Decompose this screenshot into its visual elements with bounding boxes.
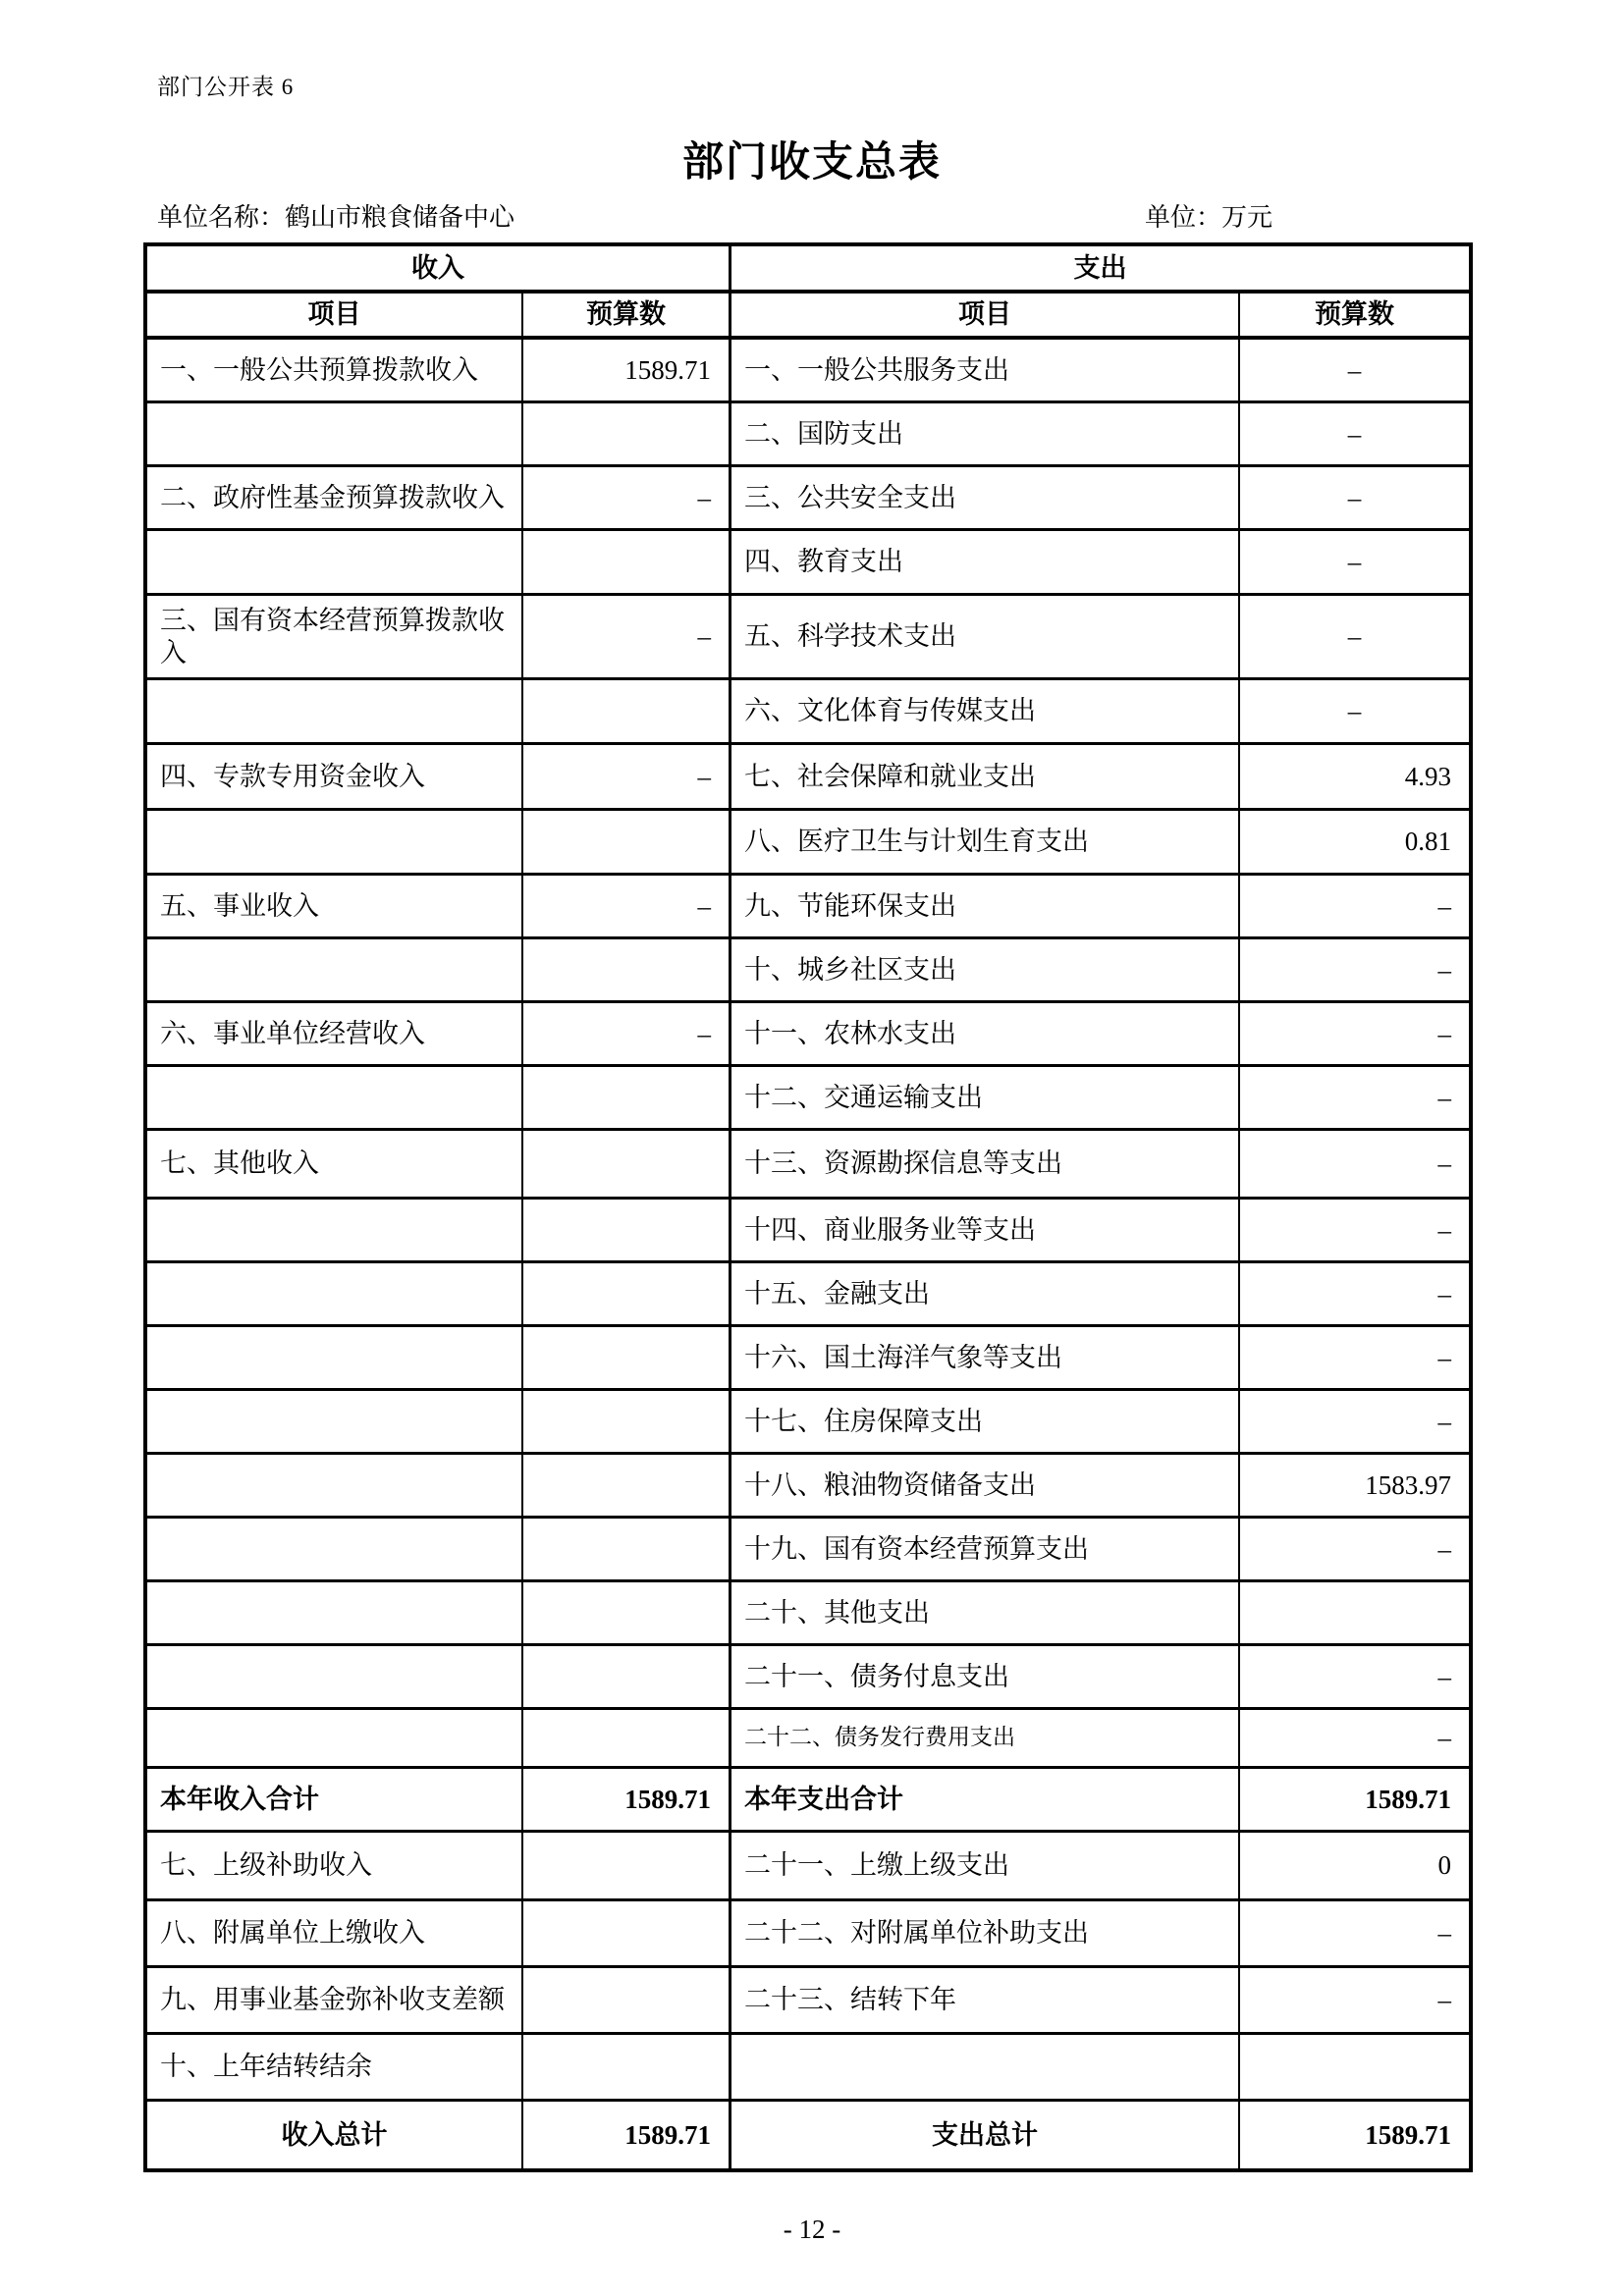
- expense-item-cell: 十七、住房保障支出: [731, 1391, 1240, 1452]
- income-budget-header-cell: 预算数: [523, 294, 731, 336]
- income-value-cell: [523, 1710, 731, 1766]
- summary-table: [143, 242, 1473, 2172]
- expense-item-cell: 二十一、债务付息支出: [731, 1646, 1240, 1707]
- table-row: [147, 1968, 1469, 2035]
- page-title: 部门收支总表: [681, 138, 942, 185]
- income-value-cell: [523, 531, 731, 593]
- expense-value-cell: –: [1437, 1018, 1451, 1048]
- expense-value-cell: –: [1437, 1406, 1451, 1436]
- table-row: [147, 1327, 1469, 1391]
- unit-label: 单位：万元: [1145, 203, 1273, 232]
- table-row: [147, 745, 1469, 811]
- expense-value-cell: –: [1437, 1723, 1451, 1753]
- income-value-cell: –: [523, 1003, 731, 1064]
- expense-item-cell: 十六、国土海洋气象等支出: [731, 1327, 1240, 1388]
- table-body: [147, 340, 1469, 2168]
- expense-value-cell: –: [1347, 354, 1362, 385]
- income-item-cell: [147, 1067, 523, 1128]
- expense-item-header-cell: 项目: [731, 294, 1240, 336]
- expense-item-cell: 二十一、上缴上级支出: [731, 1833, 1240, 1898]
- expense-item-cell: 十三、资源勘探信息等支出: [731, 1131, 1240, 1197]
- expense-item-cell: 十二、交通运输支出: [731, 1067, 1240, 1128]
- expense-budget-header-cell: 预算数: [1315, 299, 1394, 330]
- expense-value-cell: –: [1437, 1082, 1451, 1112]
- income-value-cell: [523, 1582, 731, 1643]
- table-row: [147, 1391, 1469, 1455]
- expense-value-cell: –: [1347, 621, 1362, 652]
- expense-item-cell: 十八、粮油物资储备支出: [731, 1455, 1240, 1516]
- income-item-cell: [147, 1646, 523, 1707]
- income-value-cell: –: [523, 467, 731, 528]
- income-item-cell: [147, 531, 523, 593]
- expense-value-cell: 0: [1437, 1850, 1451, 1881]
- expense-item-cell: 支出总计: [731, 2102, 1240, 2168]
- expense-value-cell: 0.81: [1404, 827, 1451, 857]
- income-item-cell: [147, 403, 523, 464]
- expense-value-cell: –: [1437, 954, 1451, 985]
- income-value-cell: [523, 939, 731, 1000]
- income-value-cell: [523, 1519, 731, 1579]
- income-value-cell: [523, 1067, 731, 1128]
- table-row: [147, 1200, 1469, 1263]
- table-row: [147, 1003, 1469, 1067]
- income-value-cell: [523, 1391, 731, 1452]
- income-item-cell: [147, 1391, 523, 1452]
- income-item-cell: 收入总计: [147, 2102, 523, 2168]
- income-item-cell: [147, 811, 523, 873]
- doc-label: 部门公开表 6: [157, 75, 295, 99]
- income-value-cell: [523, 1455, 731, 1516]
- table-row: [147, 2035, 1469, 2102]
- expense-item-cell: 五、科学技术支出: [731, 596, 1240, 677]
- income-item-cell: [147, 1200, 523, 1260]
- income-value-cell: [523, 1901, 731, 1965]
- table-row: [147, 1582, 1469, 1646]
- expense-value-cell: 1589.71: [1365, 1784, 1451, 1814]
- income-value-cell: [523, 1131, 731, 1197]
- table-header-row-groups: [147, 246, 1469, 294]
- expense-item-cell: 十一、农林水支出: [731, 1003, 1240, 1064]
- expense-value-cell: [1240, 2035, 1469, 2099]
- income-item-cell: [147, 1710, 523, 1766]
- income-item-cell: [147, 1582, 523, 1643]
- income-item-cell: [147, 1519, 523, 1579]
- expense-item-cell: 四、教育支出: [731, 531, 1240, 593]
- expense-item-cell: 二、国防支出: [731, 403, 1240, 464]
- table-row: [147, 467, 1469, 531]
- income-item-cell: 八、附属单位上缴收入: [147, 1901, 523, 1965]
- income-value-cell: [523, 680, 731, 742]
- table-row: [147, 1833, 1469, 1901]
- expense-item-cell: 本年支出合计: [731, 1769, 1240, 1830]
- table-row: [147, 1519, 1469, 1582]
- income-item-cell: 本年收入合计: [147, 1769, 523, 1830]
- table-row: [147, 1710, 1469, 1769]
- table-row: [147, 1646, 1469, 1710]
- expense-item-cell: 七、社会保障和就业支出: [731, 745, 1240, 808]
- expense-value-cell: –: [1347, 696, 1362, 726]
- income-value-cell: –: [523, 876, 731, 936]
- income-item-cell: 九、用事业基金弥补收支差额: [147, 1968, 523, 2032]
- expense-item-cell: 二十、其他支出: [731, 1582, 1240, 1643]
- expense-item-cell: 十四、商业服务业等支出: [731, 1200, 1240, 1260]
- expense-value-cell: –: [1437, 1918, 1451, 1949]
- income-item-cell: 三、国有资本经营预算拨款收入: [147, 596, 523, 677]
- income-item-cell: [147, 939, 523, 1000]
- income-item-cell: 二、政府性基金预算拨款收入: [147, 467, 523, 528]
- table-row: [147, 680, 1469, 745]
- income-item-header-cell: 项目: [147, 294, 523, 336]
- expense-header-cell: 支出: [1073, 252, 1127, 283]
- income-item-cell: [147, 1263, 523, 1324]
- income-value-cell: –: [523, 745, 731, 808]
- table-row: [147, 1131, 1469, 1200]
- income-header-cell: 收入: [147, 246, 731, 290]
- expense-item-cell: [731, 2035, 1240, 2099]
- expense-value-cell: 4.93: [1404, 761, 1451, 791]
- expense-value-cell: –: [1437, 1278, 1451, 1308]
- table-row: [147, 531, 1469, 596]
- table-row: [147, 1455, 1469, 1519]
- expense-value-cell: –: [1437, 1661, 1451, 1691]
- income-item-cell: 六、事业单位经营收入: [147, 1003, 523, 1064]
- table-row: [147, 403, 1469, 467]
- page-number: - 12 -: [783, 2215, 841, 2244]
- table-row: [147, 1901, 1469, 1968]
- expense-value-cell: –: [1347, 547, 1362, 577]
- expense-value-cell: –: [1437, 1148, 1451, 1179]
- income-item-cell: 十、上年结转结余: [147, 2035, 523, 2099]
- expense-value-cell: –: [1437, 1985, 1451, 2015]
- expense-item-cell: 六、文化体育与传媒支出: [731, 680, 1240, 742]
- income-item-cell: [147, 1327, 523, 1388]
- expense-item-cell: 十九、国有资本经营预算支出: [731, 1519, 1240, 1579]
- table-row: [147, 596, 1469, 680]
- income-value-cell: [523, 1200, 731, 1260]
- income-value-cell: [523, 1833, 731, 1898]
- expense-value-cell: –: [1347, 418, 1362, 449]
- table-row: [147, 876, 1469, 939]
- table-row: [147, 1769, 1469, 1833]
- expense-item-cell: 九、节能环保支出: [731, 876, 1240, 936]
- unit-name: 单位名称：鹤山市粮食储备中心: [157, 203, 515, 232]
- income-value-cell: 1589.71: [523, 340, 731, 400]
- income-value-cell: [523, 1968, 731, 2032]
- expense-value-cell: –: [1437, 1533, 1451, 1564]
- income-item-cell: 五、事业收入: [147, 876, 523, 936]
- expense-item-cell: 十、城乡社区支出: [731, 939, 1240, 1000]
- income-value-cell: [523, 811, 731, 873]
- table-row: [147, 1263, 1469, 1327]
- income-item-cell: 七、上级补助收入: [147, 1833, 523, 1898]
- table-row: [147, 811, 1469, 876]
- income-value-cell: [523, 1327, 731, 1388]
- expense-value-cell: –: [1437, 1214, 1451, 1245]
- expense-item-cell: 十五、金融支出: [731, 1263, 1240, 1324]
- expense-item-cell: 二十三、结转下年: [731, 1968, 1240, 2032]
- income-item-cell: [147, 1455, 523, 1516]
- income-item-cell: 四、专款专用资金收入: [147, 745, 523, 808]
- expense-item-cell: 二十二、债务发行费用支出: [731, 1710, 1240, 1766]
- expense-value-cell: –: [1437, 1342, 1451, 1372]
- income-value-cell: [523, 1646, 731, 1707]
- income-value-cell: [523, 403, 731, 464]
- expense-value-cell: –: [1437, 890, 1451, 921]
- income-value-cell: [523, 2035, 731, 2099]
- income-value-cell: [523, 1263, 731, 1324]
- income-item-cell: 七、其他收入: [147, 1131, 523, 1197]
- income-value-cell: 1589.71: [523, 1769, 731, 1830]
- expense-item-cell: 一、一般公共服务支出: [731, 340, 1240, 400]
- expense-item-cell: 八、医疗卫生与计划生育支出: [731, 811, 1240, 873]
- income-value-cell: 1589.71: [523, 2102, 731, 2168]
- table-row: [147, 1067, 1469, 1131]
- income-item-cell: 一、一般公共预算拨款收入: [147, 340, 523, 400]
- table-row: [147, 340, 1469, 403]
- table-row: [147, 2102, 1469, 2168]
- expense-value-cell: [1240, 1582, 1469, 1643]
- expense-value-cell: –: [1347, 482, 1362, 512]
- expense-value-cell: 1589.71: [1365, 2119, 1451, 2150]
- income-item-cell: [147, 680, 523, 742]
- table-row: [147, 939, 1469, 1003]
- expense-item-cell: 二十二、对附属单位补助支出: [731, 1901, 1240, 1965]
- expense-item-cell: 三、公共安全支出: [731, 467, 1240, 528]
- income-value-cell: –: [523, 596, 731, 677]
- expense-value-cell: 1583.97: [1365, 1469, 1451, 1500]
- table-header-row-columns: [147, 294, 1469, 340]
